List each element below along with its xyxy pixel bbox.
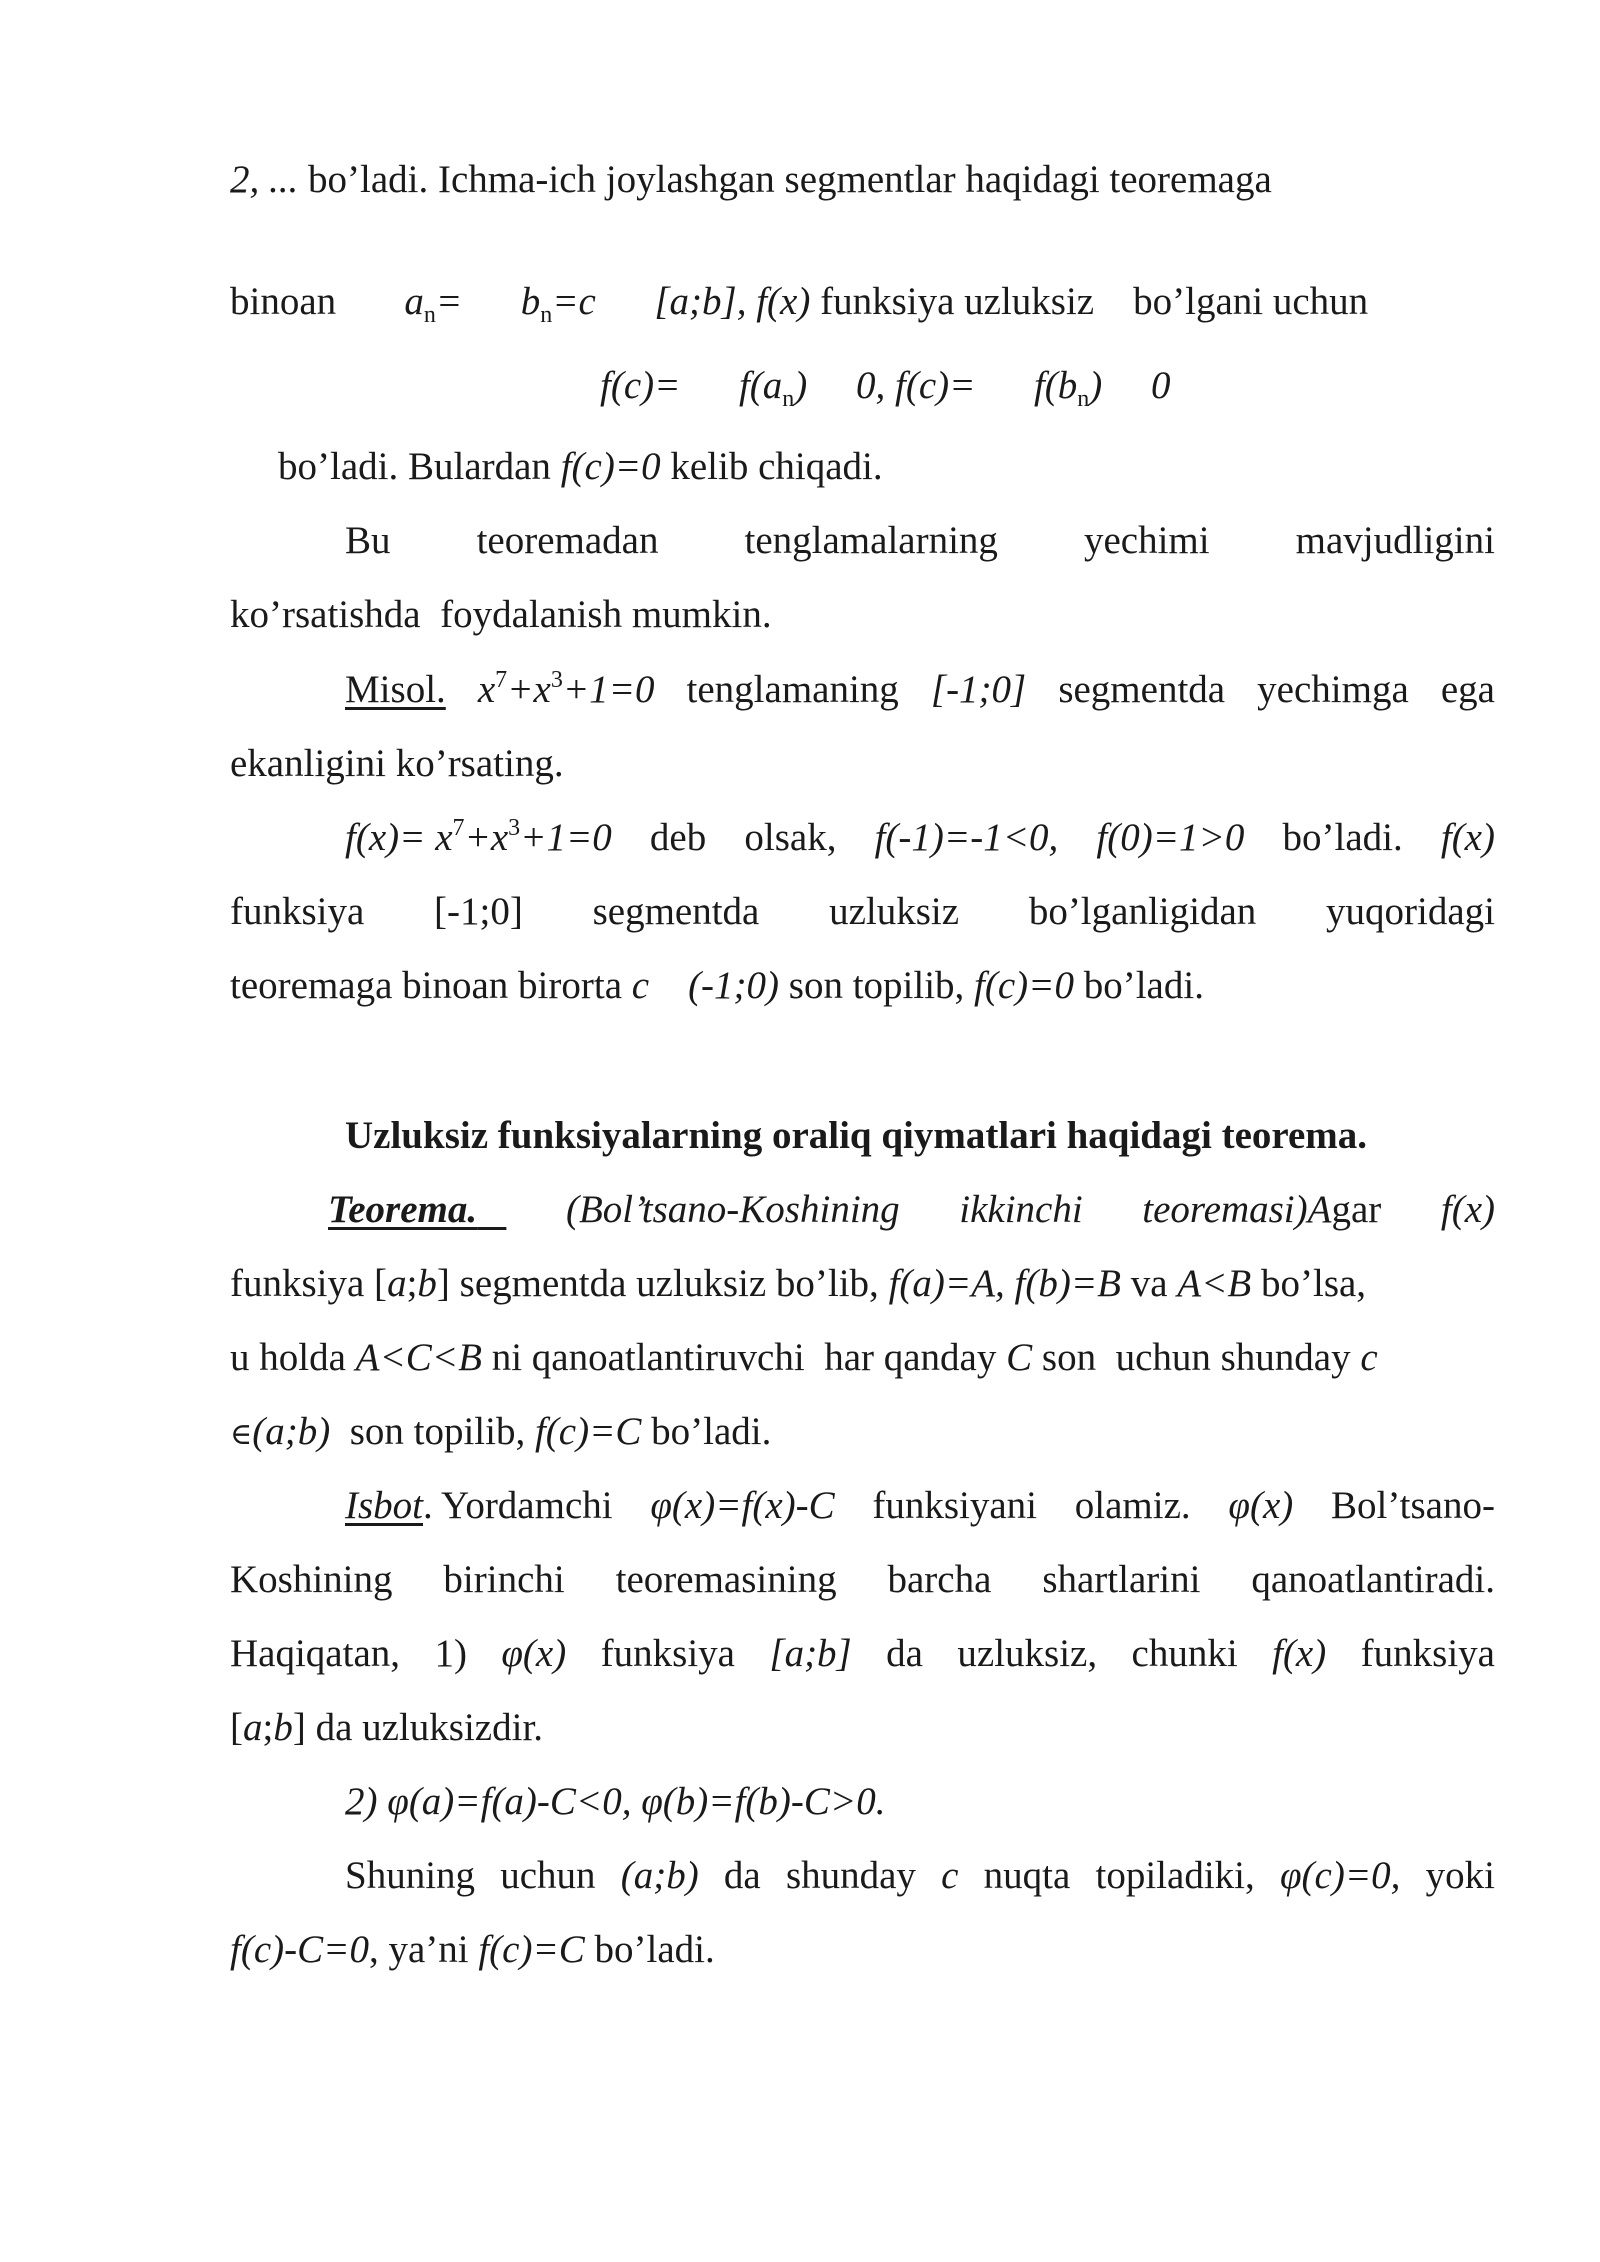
word: 1) [434,1632,467,1675]
math-fragment: (a;b) [252,1410,331,1453]
word: yechimga [1257,668,1409,711]
text-fragment: kelib chiqadi. [660,445,883,488]
text-fragment: ; [262,1706,274,1749]
text-line [230,276,1495,328]
math-fragment: f(0)=1>0 [1096,816,1245,859]
text-fragment: bo’lsa, [1251,1262,1367,1305]
math-fragment: c [941,1854,959,1897]
math-fragment: 2) φ(a)=f(a)-C<0, φ(b)=f(b)-C>0. [345,1780,886,1823]
math-fragment: c [1360,1336,1378,1379]
word: birinchi [443,1558,565,1601]
equation: $f(x)= x^7+x^3+1=0$ [345,815,612,859]
section-heading: Uzluksiz funksiyalarning oraliq qiymatlari haqidagi teorema. [345,1114,1368,1157]
math-fragment: f(a)=A, f(b)=B [888,1262,1121,1305]
word: uchun [500,1854,596,1897]
proof-label: Isbot. Yordamchi [345,1484,613,1527]
subscript: n [540,302,553,328]
word: Bol’tsano- [1331,1484,1495,1527]
word: tenglamaning [686,668,899,711]
math-fragment: a [387,1262,407,1305]
text-line [230,1924,1495,1976]
word: olsak, [744,816,837,859]
word: da [886,1632,923,1675]
text-fragment: ] da uzluksizdir. [292,1706,544,1749]
text-fragment: binoan [230,280,337,323]
math-fragment: A<B [1177,1262,1252,1305]
math-fragment: a [243,1706,263,1749]
text-fragment: funksiya uzluksiz [810,280,1095,323]
text-fragment: bo’ladi. Bulardan [278,445,561,488]
word: Koshining [230,1558,393,1601]
math-fragment: f(c)= [600,364,681,407]
word: teoremasi)Agar [1142,1188,1382,1231]
text-line [230,1406,1495,1461]
word: da [723,1854,761,1897]
text-fragment: bo’ladi. [584,1928,715,1971]
text-fragment: funksiya [ [230,1262,388,1305]
math-fragment: f(x) [1440,816,1495,859]
text-line [278,441,1543,493]
text-line [230,1258,1495,1310]
word: chunki [1131,1632,1238,1675]
word: [-1;0] [434,890,523,933]
math-fragment: b [520,280,541,323]
math-fragment: f(a [738,364,783,407]
text-line [230,1332,1495,1384]
formula-line [600,360,1300,412]
formula-line [345,1776,1600,1828]
math-fragment: (Bol’tsano-Koshining [565,1188,900,1231]
word: funksiya [600,1632,735,1675]
word: topiladiki, [1095,1854,1255,1897]
text-fragment: ; [406,1262,418,1305]
text-fragment: ko’rsatishda foydalanish mumkin. [230,593,772,636]
text-fragment: son uchun shunday [1032,1336,1361,1379]
text-fragment: , ya’ni [368,1928,479,1971]
math-fragment: A<C<B [355,1336,482,1379]
text-fragment: bo’ladi. [1073,964,1204,1007]
word: segmentda [1058,668,1226,711]
text-line [230,886,1495,938]
math-fragment: 0, f(c)= [856,364,976,407]
text-fragment: teoremaga binoan birorta [230,964,632,1007]
text-line [345,664,1495,716]
text-fragment: bo’ladi. [641,1410,772,1453]
word: qanoatlantiradi. [1251,1558,1495,1601]
math-fragment: f(c)=0 [974,964,1074,1007]
math-fragment: b [417,1262,437,1305]
math-fragment: a [404,280,424,323]
word: Bu [345,519,391,562]
word: olamiz. [1074,1484,1191,1527]
math-fragment: f(x) [756,280,811,323]
math-fragment: φ(x) [501,1632,567,1675]
text-line [230,1702,1495,1754]
word: funksiya [1360,1632,1495,1675]
text-fragment: [ [230,1706,243,1749]
text-fragment: 2, ... [230,158,299,201]
math-fragment: ) [1089,364,1103,407]
math-fragment: φ(c)=0, [1279,1854,1401,1897]
word: bo’ladi. [1282,816,1403,859]
word: funksiya [230,890,365,933]
word: yuqoridagi [1326,890,1495,933]
math-fragment: f(b [1033,364,1078,407]
text-fragment: bo’lgani uchun [1133,280,1369,323]
word: teoremasining [615,1558,837,1601]
math-fragment: f(x) [1272,1632,1327,1675]
text-fragment: son topilib, [779,964,975,1007]
math-fragment: 0 [1151,364,1171,407]
math-fragment: f(c)=C [534,1410,642,1453]
text-fragment: bo’ladi. Ichma-ich joylashgan segmentlar haqidagi teoremaga [298,158,1272,201]
text-line [345,1850,1495,1902]
text-fragment: u holda [230,1336,356,1379]
text-line [230,589,1495,641]
word: ega [1440,668,1495,711]
text-line [230,1554,1495,1606]
text-line [230,1628,1495,1680]
text-line [230,154,1495,206]
subscript: n [1077,386,1090,412]
theorem-label: Teorema. [328,1188,478,1231]
element-of-symbol: ∈ [230,1418,253,1451]
word: Haqiqatan, [230,1632,401,1675]
word: funksiyani [872,1484,1038,1527]
text-fragment: ni qanoatlantiruvchi har qanday [481,1336,1007,1379]
text-line [230,960,1495,1012]
math-fragment: [a;b] [769,1632,852,1675]
word: deb [649,816,707,859]
math-fragment: (-1;0) [688,964,780,1007]
text-fragment: ] segmentda uzluksiz bo’lib, [436,1262,889,1305]
math-fragment: [a;b], [654,280,747,323]
math-fragment: f(x) [1440,1188,1495,1231]
text-line [345,812,1495,864]
word: ikkinchi [959,1188,1083,1231]
word: nuqta [983,1854,1071,1897]
word: shartlarini [1042,1558,1201,1601]
math-fragment: b [273,1706,293,1749]
math-fragment: c [631,964,650,1007]
text-line [230,738,1495,790]
word: bo’lganligidan [1028,890,1257,933]
word: tenglamalarning [744,519,998,562]
subscript: n [782,386,795,412]
word: teoremadan [476,519,659,562]
text-line [345,1480,1495,1532]
math-fragment: φ(x) [1228,1484,1294,1527]
text-fragment: ekanligini ko’rsating. [230,742,564,785]
math-fragment: φ(x)=f(x)-C [650,1484,835,1527]
math-fragment: C [1006,1336,1033,1379]
math-fragment: [-1;0] [930,668,1027,711]
text-line [345,515,1495,567]
word: mavjudligini [1295,519,1495,562]
word: yoki [1425,1854,1495,1897]
math-fragment: =c [552,280,596,323]
text-line [328,1184,1495,1236]
math-fragment: = [435,280,463,323]
word: uzluksiz [829,890,960,933]
subscript: n [423,302,436,328]
text-fragment: va [1120,1262,1178,1305]
text-fragment: son topilib, [330,1410,535,1453]
math-fragment: ) [794,364,808,407]
math-fragment: (a;b) [620,1854,699,1897]
word: barcha [887,1558,992,1601]
math-fragment: f(-1)=-1<0, [874,816,1059,859]
math-fragment: f(c)-C=0 [230,1928,369,1971]
word: shunday [785,1854,916,1897]
example-label: Misol. [345,668,446,711]
equation: $x^7+x^3+1=0$ [477,667,655,711]
word: yechimi [1083,519,1210,562]
word: uzluksiz, [957,1632,1098,1675]
math-fragment: f(c)=0 [560,445,661,488]
word: Shuning [345,1854,476,1897]
math-fragment: f(c)=C [478,1928,585,1971]
word: segmentda [592,890,760,933]
